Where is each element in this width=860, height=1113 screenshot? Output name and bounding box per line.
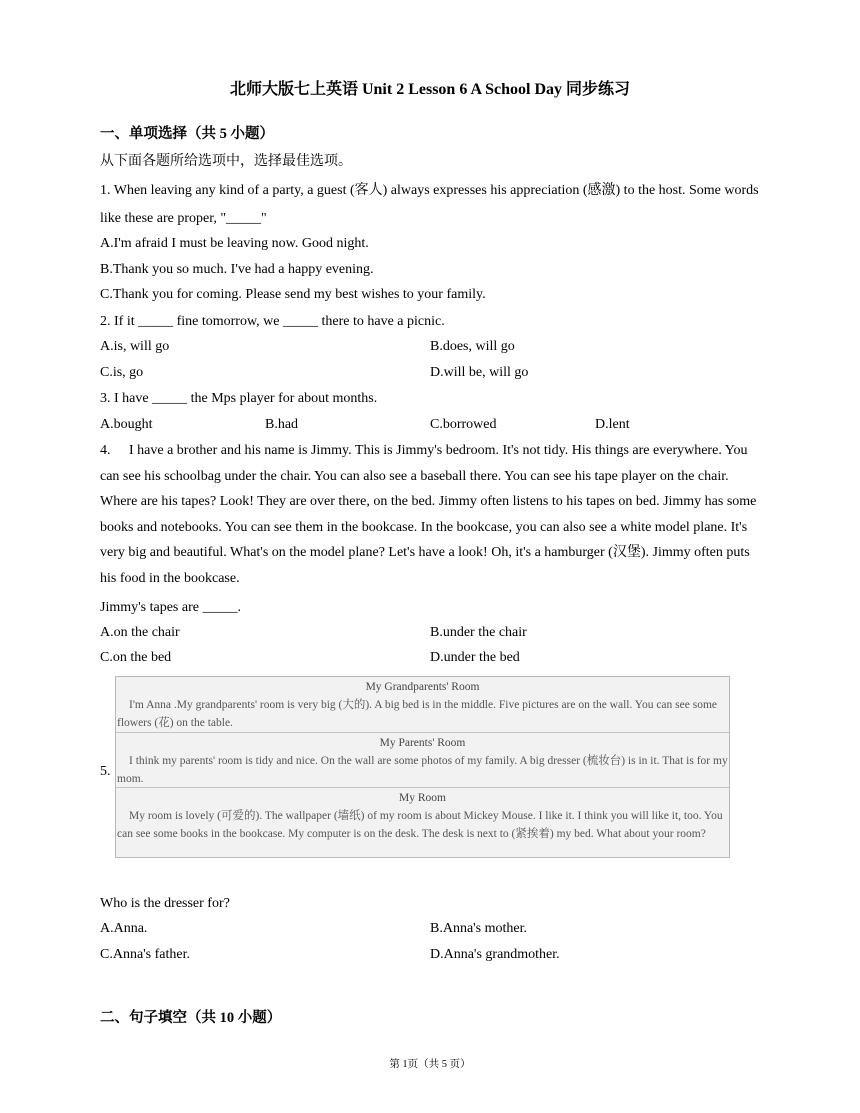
question-5-rooms-table <box>115 676 730 858</box>
question-3-option-d: D.lent <box>595 417 630 432</box>
room-heading: My Room <box>399 792 446 804</box>
question-4-option-c: C.on the bed <box>100 650 172 665</box>
section-1-instruction: 从下面各题所给选项中，选择最佳选项。 <box>100 154 352 169</box>
question-5-option-d: D.Anna's grandmother. <box>430 947 560 962</box>
question-1-stem: 1. When leaving any kind of a party, a guest (客人) always expresses his appreciation (感激) to the host. Some words like these are proper, "_____" <box>100 183 759 226</box>
question-5-number: 5. <box>100 764 111 779</box>
question-4-stem: Jimmy's tapes are _____. <box>100 600 241 615</box>
question-3-option-a: A.bought <box>100 417 153 432</box>
room-text: I think my parents' room is tidy and nice. On the wall are some photos of my family. A big dresser (梳妆台) is in it. That is for my mom. <box>117 755 728 785</box>
question-5-option-c: C.Anna's father. <box>100 947 191 962</box>
question-2-option-c: C.is, go <box>100 365 144 380</box>
question-3-option-c: C.borrowed <box>430 417 497 432</box>
question-2-option-a: A.is, will go <box>100 339 170 354</box>
question-2-stem: 2. If it _____ fine tomorrow, we _____ there to have a picnic. <box>100 314 445 329</box>
section-2-heading: 二、句子填空（共 10 小题） <box>100 1010 282 1026</box>
room-text: My room is lovely (可爱的). The wallpaper (墙纸) of my room is about Mickey Mouse. I like it. I think you will like it, too. You can see some books in the bookcase. My computer is on the desk. The desk is next to (紧挨着) my bed. What about your room? <box>117 810 723 840</box>
room-text: I'm Anna .My grandparents' room is very big (大的). A big bed is in the middle. Five pictures are on the wall. You can see some flowers (花) on the table. <box>117 699 717 729</box>
question-3-stem: 3. I have _____ the Mps player for about months. <box>100 391 378 406</box>
question-5-option-b: B.Anna's mother. <box>430 921 528 936</box>
room-heading: My Grandparents' Room <box>365 681 480 693</box>
question-4-passage <box>100 438 765 591</box>
question-1-option-c: C.Thank you for coming. Please send my best wishes to your family. <box>100 287 486 302</box>
question-1-option-a: A.I'm afraid I must be leaving now. Good night. <box>100 236 369 251</box>
question-4-passage-text: I have a brother and his name is Jimmy. This is Jimmy's bedroom. It's not tidy. His things are everywhere. You can see his schoolbag under the chair. You can also see a baseball there. You can see his tape player on the chair. Where are his tapes? Look! They are over there, on the bed. Jimmy often listens to his tapes on bed. Jimmy has some books and notebooks. You can see them in the bookcase. In the bookcase, you can also see a white model plane. It's very big and beautiful. What's on the model plane? Let's have a look! Oh, it's a hamburger (汉堡). Jimmy often puts his food in the bookcase. <box>100 443 757 586</box>
room-mine <box>116 787 729 858</box>
question-4-option-d: D.under the bed <box>430 650 520 665</box>
question-4-option-a: A.on the chair <box>100 625 180 640</box>
question-4-number: 4. <box>100 443 111 458</box>
question-5-stem: Who is the dresser for? <box>100 896 230 911</box>
room-heading: My Parents' Room <box>379 737 466 749</box>
question-4-option-b: B.under the chair <box>430 625 527 640</box>
question-3-option-b: B.had <box>265 417 299 432</box>
page-footer: 第 1页（共 5 页） <box>389 1059 471 1070</box>
section-1-heading: 一、单项选择（共 5 小题） <box>100 126 274 142</box>
page-title: 北师大版七上英语 Unit 2 Lesson 6 A School Day 同步练习 <box>229 81 631 98</box>
question-2-option-b: B.does, will go <box>430 339 515 354</box>
question-5-option-a: A.Anna. <box>100 921 148 936</box>
room-parents <box>116 732 729 787</box>
question-1-option-b: B.Thank you so much. I've had a happy evening. <box>100 262 374 277</box>
room-grandparents <box>116 677 729 732</box>
question-2-option-d: D.will be, will go <box>430 365 529 380</box>
